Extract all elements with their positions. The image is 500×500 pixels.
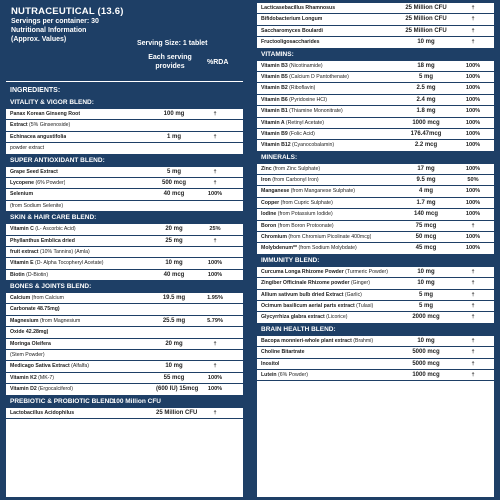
- ingredient-row: [6, 304, 243, 315]
- ingredient-amount: 4 mg: [418, 188, 433, 195]
- each-serving-label: Each serving provides: [148, 54, 192, 70]
- ingredient-row: [257, 336, 494, 347]
- left-sections: [6, 97, 243, 419]
- ingredient-amount: 75 mcg: [415, 222, 437, 229]
- ingredient-name: Molybdenum** (from Sodium Molybdate): [261, 245, 357, 252]
- ingredient-name: Lactobacillus Acidophilus: [10, 409, 75, 416]
- section-title-text: BONES & JOINTS BLEND:: [10, 283, 92, 291]
- ingredient-row: [257, 370, 494, 381]
- ingredient-name: Zingiber Officinale Rhizome powder (Ginger): [261, 280, 370, 287]
- ingredient-amount: 10 mg: [165, 260, 183, 267]
- ingredient-row: [6, 258, 243, 269]
- ingredient-amount: 5 mg: [418, 302, 433, 309]
- ingredient-name: Biotin (D-Biotin): [10, 271, 49, 278]
- ingredient-amount: 20 mg: [165, 226, 183, 233]
- ingredient-name: Carbonate 48.75mg): [10, 306, 60, 313]
- ingredient-name: Lycopene (6% Powder): [10, 179, 66, 186]
- ingredient-amount: 1 mg: [166, 133, 181, 140]
- super-antioxidant-blend-section: [6, 155, 243, 213]
- ingredient-amount: 45 mcg: [415, 245, 437, 252]
- ingredient-name: Iodine (from Potassium Iodide): [261, 211, 333, 218]
- ingredient-row: [6, 178, 243, 189]
- servings-per-container: Servings per container: 30: [11, 18, 99, 25]
- ingredient-rda: †: [213, 363, 217, 370]
- skin-hair-care-blend-section: [6, 212, 243, 281]
- ingredient-rda: 5.79%: [207, 317, 223, 324]
- ingredient-rda: †: [213, 168, 217, 175]
- ingredient-row: [257, 72, 494, 83]
- ingredient-row: [257, 243, 494, 254]
- ingredient-row: [257, 118, 494, 129]
- ingredient-name: Vitamin B9 (Folic Acid): [261, 130, 315, 137]
- section-title: [257, 324, 494, 336]
- ingredient-amount: 1000 mcg: [412, 119, 440, 126]
- ingredient-row: [6, 143, 243, 154]
- ingredient-row: [257, 14, 494, 25]
- vitamins-section: [257, 49, 494, 152]
- ingredient-name: Bacopa monnieri-whole plant extract (Brahmi): [261, 337, 374, 344]
- ingredient-row: [257, 83, 494, 94]
- ingredient-row: [257, 175, 494, 186]
- section-title-text: MINERALS:: [261, 153, 298, 161]
- ingredient-amount: 10 mg: [417, 337, 435, 344]
- ingredient-amount: 5 mg: [418, 73, 433, 80]
- section-title: [6, 281, 243, 293]
- ingredient-rda: †: [471, 349, 475, 356]
- ingredient-row: [257, 312, 494, 323]
- ingredient-row: [257, 164, 494, 175]
- section-title-extra: 100 Million CFU: [112, 397, 161, 405]
- ingredient-rda: †: [471, 268, 475, 275]
- ingredient-rda: 100%: [465, 188, 481, 195]
- ingredient-rda: 100%: [465, 211, 481, 218]
- ingredients-heading: INGREDIENTS:: [6, 85, 243, 97]
- section-title: [257, 255, 494, 267]
- ingredient-amount: 2000 mcg: [412, 314, 440, 321]
- ingredient-amount: 140 mcg: [413, 211, 438, 218]
- ingredient-name: Vitamin B3 (Nicotinamide): [261, 62, 323, 69]
- ingredient-row: [257, 301, 494, 312]
- ingredient-amount: 20 mg: [165, 340, 183, 347]
- ingredient-row: [257, 278, 494, 289]
- ingredient-rda: †: [471, 280, 475, 287]
- ingredient-name: Copper (from Cupric Sulphate): [261, 199, 333, 206]
- ingredient-row: [257, 221, 494, 232]
- ingredient-amount: 25.5 mg: [162, 317, 186, 324]
- ingredient-rda: †: [471, 360, 475, 367]
- ingredient-name: powder extract: [10, 145, 45, 152]
- ingredient-name: Curcuma Longa Rhizome Powder (Turmeric Powder): [261, 268, 388, 275]
- ingredient-name: (Stem Powder): [10, 352, 45, 359]
- ingredient-name: Chromium (from Chromium Picolinate 400mcg): [261, 234, 372, 241]
- ingredient-rda: 100%: [207, 374, 223, 381]
- nutritional-info-label: Nutritional Information: [11, 27, 87, 34]
- ingredient-row: [257, 186, 494, 197]
- ingredient-row: [6, 339, 243, 350]
- ingredient-rda: 100%: [465, 142, 481, 149]
- ingredient-name: Vitamin A (Retinyl Acetate): [261, 119, 324, 126]
- ingredient-amount: 176.47mcg: [410, 130, 442, 137]
- ingredient-rda: 100%: [465, 85, 481, 92]
- vitality-vigor-blend-section: [6, 97, 243, 155]
- ingredient-name: Magnesium (from Magnesium: [10, 317, 81, 324]
- nutrition-header: [6, 3, 243, 85]
- ingredient-rda: 100%: [465, 165, 481, 172]
- ingredient-rda: †: [471, 314, 475, 321]
- ingredient-rda: 100%: [465, 108, 481, 115]
- ingredient-name: Vitamin B2 (Riboflavin): [261, 85, 316, 92]
- ingredient-name: Bifidobacterium Longum: [261, 16, 323, 23]
- ingredient-row: [257, 267, 494, 278]
- ingredient-name: Medicago Sativa Extract (Alfalfa): [10, 363, 89, 370]
- ingredient-row: [257, 3, 494, 14]
- section-title-text: SUPER ANTIOXIDANT BLEND:: [10, 156, 105, 164]
- ingredient-name: Grape Seed Extract: [10, 168, 58, 175]
- ingredient-rda: 100%: [465, 119, 481, 126]
- header-divider: [6, 81, 243, 82]
- ingredient-rda: 50%: [467, 177, 479, 184]
- ingredient-name: Vitamin B5 (Calcium D Pantothenate): [261, 73, 349, 80]
- section-title-text: VITAMINS:: [261, 50, 294, 58]
- ingredient-rda: 100%: [207, 386, 223, 393]
- ingredient-rda: 100%: [465, 73, 481, 80]
- ingredient-row: [6, 120, 243, 131]
- ingredient-rda: 100%: [207, 271, 223, 278]
- ingredient-amount: 100 mg: [163, 111, 185, 117]
- ingredient-amount: 500 mcg: [161, 179, 186, 186]
- approx-values-label: (Approx. Values): [11, 36, 67, 43]
- ingredient-amount: 55 mcg: [163, 374, 185, 381]
- ingredient-row: [257, 26, 494, 37]
- ingredient-rda: †: [471, 39, 475, 46]
- section-title: [6, 396, 243, 408]
- ingredient-rda: †: [471, 291, 475, 298]
- ingredient-amount: 25 mg: [165, 237, 183, 244]
- ingredient-amount: 25 Million CFU: [156, 409, 198, 416]
- ingredient-amount: (600 IU) 15mcg: [156, 386, 199, 393]
- brain-health-blend-section: [257, 324, 494, 382]
- ingredient-name: Allium sativum bulb dried Extract (Garlic): [261, 291, 362, 298]
- ingredient-rda: †: [213, 111, 217, 117]
- section-title-text: BRAIN HEALTH BLEND:: [261, 325, 336, 333]
- ingredient-row: [257, 359, 494, 370]
- serving-size: Serving Size: 1 tablet: [137, 40, 208, 47]
- ingredient-amount: 25 Million CFU: [405, 5, 447, 11]
- section-title: [257, 152, 494, 164]
- ingredient-rda: †: [471, 27, 475, 34]
- ingredient-row: [257, 347, 494, 358]
- ingredient-amount: 25 Million CFU: [405, 16, 447, 23]
- ingredient-row: [6, 236, 243, 247]
- ingredient-name: Ocimum basilicum aerial parts extract (Tulasi): [261, 302, 374, 309]
- ingredient-amount: 1.7 mg: [416, 199, 436, 206]
- ingredient-rda: 100%: [465, 96, 481, 103]
- ingredient-amount: 1000 mcg: [412, 371, 440, 378]
- ingredient-rda: †: [213, 340, 217, 347]
- section-title: [6, 97, 243, 109]
- ingredient-rda: †: [213, 237, 217, 244]
- ingredient-name: Glycyrrhiza glabra extract (Licorice): [261, 314, 348, 321]
- ingredient-rda: †: [471, 5, 475, 11]
- ingredient-name: Oxide 42.28mg): [10, 329, 49, 336]
- left-label-panel: [5, 2, 244, 498]
- ingredient-row: [6, 408, 243, 419]
- ingredient-row: [6, 270, 243, 281]
- ingredient-name: Vitamin C (L- Ascorbic Acid): [10, 226, 76, 233]
- ingredient-amount: 5 mg: [166, 168, 181, 175]
- ingredient-rda: †: [471, 16, 475, 23]
- ingredient-name: Moringa Oleifera: [10, 340, 51, 347]
- ingredient-amount: 10 mg: [417, 39, 435, 46]
- ingredient-name: Saccharomyces Boulardi: [261, 27, 323, 34]
- ingredient-name: Echinacea angustifolia: [10, 133, 67, 140]
- ingredient-row: [6, 384, 243, 395]
- ingredient-amount: 5000 mcg: [412, 360, 440, 367]
- ingredient-name: Inositol: [261, 360, 280, 367]
- ingredient-row: [257, 95, 494, 106]
- ingredient-row: [6, 167, 243, 178]
- ingredient-row: [257, 198, 494, 209]
- ingredient-name: Vitamin B12 (Cyanocobalamin): [261, 142, 335, 149]
- ingredient-row: [257, 37, 494, 48]
- ingredient-rda: 100%: [465, 130, 481, 137]
- ingredient-rda: †: [213, 179, 217, 186]
- section-section: [257, 3, 494, 49]
- ingredient-name: Zinc (from Zinc Sulphate): [261, 165, 321, 172]
- ingredient-row: [6, 224, 243, 235]
- ingredient-name: Manganese (from Manganese Sulphate): [261, 188, 356, 195]
- ingredient-amount: 10 mg: [417, 268, 435, 275]
- section-title-text: SKIN & HAIR CARE BLEND:: [10, 214, 97, 222]
- ingredient-row: [257, 129, 494, 140]
- ingredient-rda: 1.95%: [207, 295, 223, 302]
- ingredient-amount: 2.2 mcg: [414, 142, 438, 149]
- ingredient-row: [6, 293, 243, 304]
- ingredient-name: fruit extract (10% Tannins) (Amla): [10, 248, 90, 255]
- right-label-panel: [256, 2, 495, 498]
- ingredient-amount: 25 Million CFU: [405, 27, 447, 34]
- ingredient-name: Panax Korean Ginseng Root: [10, 111, 81, 117]
- ingredient-name: Choline Bitartrate: [261, 349, 305, 356]
- ingredient-rda: 100%: [465, 234, 481, 241]
- prebiotic-probiotic-blend-section: [6, 396, 243, 419]
- ingredient-row: [6, 189, 243, 200]
- ingredient-name: Lutein (6% Powder): [261, 371, 308, 378]
- ingredient-name: Vitamin K2 (MK-7): [10, 374, 55, 381]
- ingredient-row: [6, 316, 243, 327]
- ingredient-amount: 50 mcg: [415, 234, 437, 241]
- ingredient-row: [6, 247, 243, 258]
- bones-joints-blend-section: [6, 281, 243, 396]
- ingredient-rda: 100%: [465, 62, 481, 69]
- ingredient-name: Lacticasebacillus Rhamnosus: [261, 5, 336, 11]
- ingredient-row: [6, 327, 243, 338]
- section-title-text: IMMUNITY BLEND:: [261, 256, 320, 264]
- ingredient-amount: 2.5 mg: [416, 85, 436, 92]
- ingredient-rda: 100%: [207, 191, 223, 198]
- ingredient-rda: 100%: [207, 260, 223, 267]
- ingredient-rda: †: [471, 302, 475, 309]
- ingredient-row: [6, 373, 243, 384]
- immunity-blend-section: [257, 255, 494, 324]
- section-title: [257, 49, 494, 61]
- ingredient-rda: 100%: [465, 199, 481, 206]
- ingredient-name: Vitamin D2 (Ergocalciferol): [10, 386, 74, 393]
- section-title-text: PREBIOTIC & PROBIOTIC BLEND: [10, 397, 115, 405]
- ingredient-name: Vitamin B6 (Pyridoxine HCl): [261, 96, 327, 103]
- ingredient-rda: †: [213, 133, 217, 140]
- ingredient-row: [6, 132, 243, 143]
- ingredient-amount: 1.8 mg: [416, 108, 436, 115]
- ingredient-amount: 17 mg: [417, 165, 435, 172]
- ingredient-name: Boron (from Boron Protoonate): [261, 222, 334, 229]
- ingredient-name: Calcium (from Calcium: [10, 295, 64, 302]
- ingredient-name: Iron (from Carbonyl Iron): [261, 177, 319, 184]
- ingredient-row: [257, 61, 494, 72]
- ingredient-name: Vitamin B1 (Thiamine Mononitrate): [261, 108, 343, 115]
- ingredient-amount: 2.4 mg: [416, 96, 436, 103]
- ingredient-name: Vitamin E (D- Alpha Tocopheryl Acetate): [10, 260, 104, 267]
- ingredient-row: [257, 232, 494, 243]
- ingredient-amount: 10 mg: [165, 363, 183, 370]
- ingredient-name: Selenium: [10, 191, 34, 198]
- section-title: [6, 155, 243, 167]
- ingredient-row: [257, 209, 494, 220]
- ingredient-amount: 5000 mcg: [412, 349, 440, 356]
- ingredient-row: [257, 140, 494, 151]
- ingredient-amount: 40 mcg: [163, 271, 185, 278]
- ingredient-amount: 18 mg: [417, 62, 435, 69]
- ingredient-row: [257, 290, 494, 301]
- product-title: NUTRACEUTICAL (13.6): [11, 6, 124, 17]
- ingredient-amount: 10 mg: [417, 280, 435, 287]
- ingredient-rda: †: [471, 222, 475, 229]
- section-title-text: VITALITY & VIGOR BLEND:: [10, 99, 94, 106]
- ingredient-name: Extract (5% Ginsenoside): [10, 122, 71, 129]
- ingredient-amount: 40 mcg: [163, 191, 185, 198]
- ingredient-rda: †: [471, 371, 475, 378]
- section-title: [6, 212, 243, 224]
- ingredient-row: [6, 350, 243, 361]
- ingredient-row: [6, 361, 243, 372]
- ingredient-row: [257, 106, 494, 117]
- rda-column-label: %RDA: [207, 58, 229, 66]
- ingredient-name: Phyllanthus Emblica dried: [10, 237, 75, 244]
- ingredient-amount: 19.5 mg: [162, 295, 186, 302]
- right-sections: [257, 3, 494, 381]
- ingredient-rda: 100%: [465, 245, 481, 252]
- ingredient-amount: 9.5 mg: [416, 177, 436, 184]
- ingredient-row: [6, 109, 243, 120]
- ingredient-amount: 5 mg: [418, 291, 433, 298]
- ingredient-rda: †: [213, 409, 217, 416]
- ingredient-rda: 25%: [209, 226, 221, 233]
- ingredient-name: (from Sodium Selenite): [10, 202, 64, 209]
- minerals-section: [257, 152, 494, 255]
- ingredient-row: [6, 201, 243, 212]
- serving-info: [137, 39, 241, 71]
- ingredient-name: Fructooligosaccharides: [261, 39, 320, 46]
- ingredient-rda: †: [471, 337, 475, 344]
